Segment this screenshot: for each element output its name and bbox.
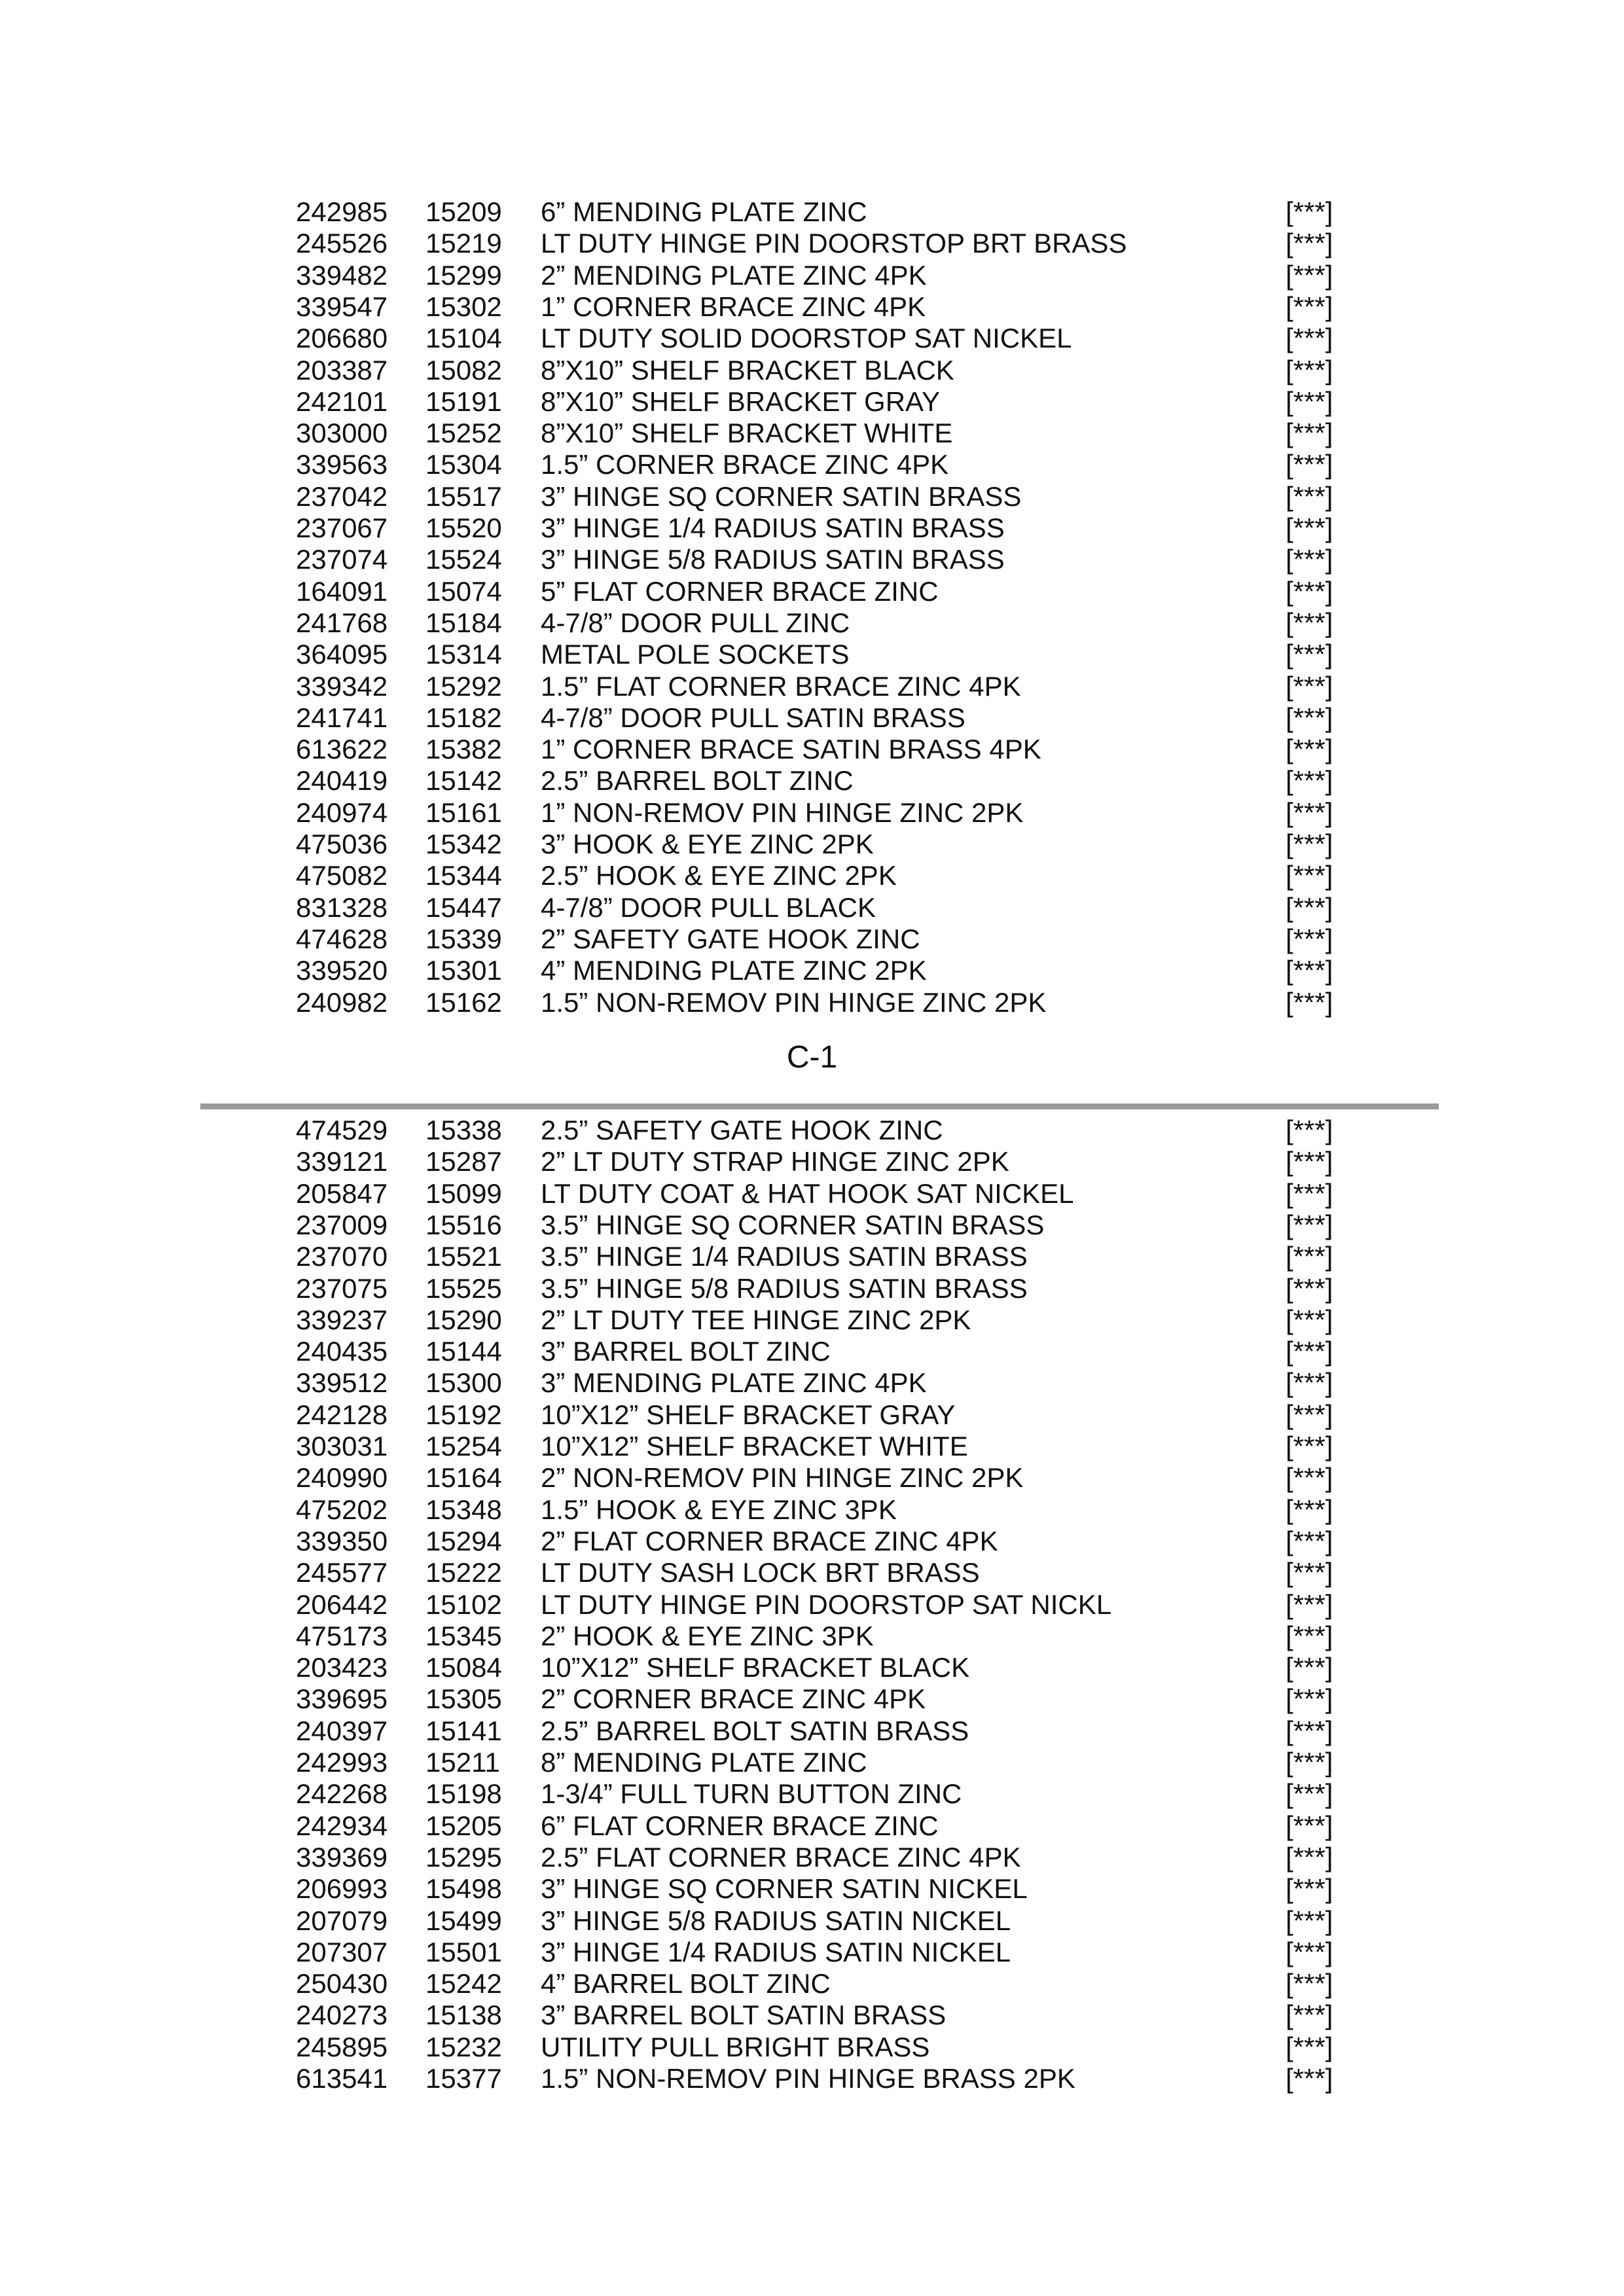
item-number: 240273 <box>296 2000 388 2031</box>
item-description: 2” NON-REMOV PIN HINGE ZINC 2PK <box>541 1462 1024 1494</box>
item-description: 10”X12” SHELF BRACKET BLACK <box>541 1652 970 1683</box>
item-description: 6” MENDING PLATE ZINC <box>541 196 867 227</box>
price-redacted: [***] <box>1286 2063 1333 2094</box>
item-number: 303031 <box>296 1431 388 1462</box>
price-redacted: [***] <box>1286 1367 1333 1399</box>
table-row <box>0 1526 1624 1557</box>
price-redacted: [***] <box>1286 891 1333 923</box>
item-description: LT DUTY HINGE PIN DOORSTOP BRT BRASS <box>541 228 1127 259</box>
table-row <box>0 924 1624 955</box>
table-row <box>0 1683 1624 1715</box>
item-description: 4” MENDING PLATE ZINC 2PK <box>541 955 927 986</box>
table-row <box>0 1778 1624 1810</box>
item-description: 1.5” HOOK & EYE ZINC 3PK <box>541 1494 897 1525</box>
item-description: 1” CORNER BRACE SATIN BRASS 4PK <box>541 734 1041 765</box>
table-row <box>0 987 1624 1018</box>
table-row <box>0 323 1624 354</box>
model-number: 15524 <box>425 544 502 575</box>
item-number: 242993 <box>296 1747 388 1778</box>
table-row <box>0 2000 1624 2031</box>
model-number: 15294 <box>425 1525 502 1556</box>
item-description: 3” HINGE 1/4 RADIUS SATIN NICKEL <box>541 1936 1011 1967</box>
table-row <box>0 1589 1624 1621</box>
table-row <box>0 1621 1624 1652</box>
item-number: 339237 <box>296 1304 388 1335</box>
table-row <box>0 196 1624 228</box>
item-number: 475173 <box>296 1620 388 1651</box>
table-row <box>0 544 1624 575</box>
model-number: 15292 <box>425 670 502 702</box>
item-number: 203423 <box>296 1652 388 1683</box>
price-redacted: [***] <box>1286 1462 1333 1494</box>
table-row <box>0 418 1624 449</box>
model-number: 15102 <box>425 1588 502 1620</box>
page-label: C-1 <box>786 1040 838 1075</box>
item-description: 2.5” BARREL BOLT SATIN BRASS <box>541 1715 969 1746</box>
price-redacted: [***] <box>1286 1272 1333 1304</box>
item-number: 339512 <box>296 1367 388 1399</box>
model-number: 15520 <box>425 512 502 543</box>
item-description: 1.5” NON-REMOV PIN HINGE BRASS 2PK <box>541 2063 1075 2094</box>
item-description: 10”X12” SHELF BRACKET WHITE <box>541 1431 968 1462</box>
table-row <box>0 892 1624 924</box>
table-row <box>0 1367 1624 1399</box>
model-number: 15161 <box>425 797 502 828</box>
item-number: 613541 <box>296 2063 388 2094</box>
item-description: 3” HINGE 1/4 RADIUS SATIN BRASS <box>541 512 1005 543</box>
item-number: 364095 <box>296 639 388 670</box>
model-number: 15222 <box>425 1557 502 1588</box>
item-number: 240982 <box>296 986 388 1018</box>
table-row <box>0 1399 1624 1431</box>
table-row <box>0 797 1624 829</box>
model-number: 15074 <box>425 575 502 607</box>
price-redacted: [***] <box>1286 291 1333 322</box>
model-number: 15499 <box>425 1905 502 1936</box>
model-number: 15138 <box>425 2000 502 2031</box>
item-description: 10”X12” SHELF BRACKET GRAY <box>541 1399 956 1430</box>
item-number: 237067 <box>296 512 388 543</box>
item-description: 3” HINGE 5/8 RADIUS SATIN BRASS <box>541 544 1005 575</box>
price-redacted: [***] <box>1286 1841 1333 1873</box>
item-number: 206993 <box>296 1873 388 1905</box>
item-description: 2.5” BARREL BOLT ZINC <box>541 765 854 797</box>
table-row <box>0 1810 1624 1842</box>
item-number: 164091 <box>296 575 388 607</box>
item-number: 339121 <box>296 1146 388 1177</box>
price-redacted: [***] <box>1286 1525 1333 1556</box>
model-number: 15144 <box>425 1336 502 1367</box>
model-number: 15498 <box>425 1873 502 1905</box>
item-number: 245577 <box>296 1557 388 1588</box>
table-row <box>0 1178 1624 1210</box>
item-number: 242985 <box>296 196 388 227</box>
model-number: 15301 <box>425 955 502 986</box>
model-number: 15141 <box>425 1715 502 1746</box>
model-number: 15516 <box>425 1209 502 1240</box>
item-description: 6” FLAT CORNER BRACE ZINC <box>541 1810 939 1841</box>
model-number: 15299 <box>425 259 502 291</box>
price-redacted: [***] <box>1286 607 1333 638</box>
table-row <box>0 955 1624 986</box>
item-description: 2” FLAT CORNER BRACE ZINC 4PK <box>541 1525 998 1556</box>
price-redacted: [***] <box>1286 354 1333 386</box>
model-number: 15192 <box>425 1399 502 1430</box>
price-redacted: [***] <box>1286 1905 1333 1936</box>
model-number: 15205 <box>425 1810 502 1841</box>
price-redacted: [***] <box>1286 860 1333 891</box>
model-number: 15254 <box>425 1431 502 1462</box>
model-number: 15517 <box>425 480 502 512</box>
table-row <box>0 2063 1624 2094</box>
item-description: METAL POLE SOCKETS <box>541 639 850 670</box>
item-description: 3” MENDING PLATE ZINC 4PK <box>541 1367 927 1399</box>
price-redacted: [***] <box>1286 544 1333 575</box>
price-redacted: [***] <box>1286 1336 1333 1367</box>
item-description: LT DUTY SASH LOCK BRT BRASS <box>541 1557 980 1588</box>
table-row <box>0 1273 1624 1304</box>
model-number: 15295 <box>425 1841 502 1873</box>
item-number: 240974 <box>296 797 388 828</box>
table-row <box>0 702 1624 734</box>
item-number: 242268 <box>296 1778 388 1810</box>
price-redacted: [***] <box>1286 1683 1333 1715</box>
item-number: 831328 <box>296 891 388 923</box>
item-number: 240397 <box>296 1715 388 1746</box>
item-number: 303000 <box>296 418 388 449</box>
item-number: 237075 <box>296 1272 388 1304</box>
table-row <box>0 1715 1624 1747</box>
price-redacted: [***] <box>1286 1715 1333 1746</box>
model-number: 15338 <box>425 1115 502 1145</box>
price-redacted: [***] <box>1286 1778 1333 1810</box>
table-row <box>0 1494 1624 1526</box>
item-description: 4” BARREL BOLT ZINC <box>541 1968 831 2000</box>
item-number: 475082 <box>296 860 388 891</box>
table-row <box>0 1968 1624 2000</box>
price-redacted: [***] <box>1286 1557 1333 1588</box>
model-number: 15304 <box>425 449 502 480</box>
price-redacted: [***] <box>1286 1177 1333 1209</box>
table-row <box>0 386 1624 418</box>
table-row <box>0 1146 1624 1177</box>
price-redacted: [***] <box>1286 670 1333 702</box>
item-number: 237042 <box>296 480 388 512</box>
model-number: 15232 <box>425 2031 502 2062</box>
model-number: 15525 <box>425 1272 502 1304</box>
table-row <box>0 765 1624 797</box>
item-description: 1” CORNER BRACE ZINC 4PK <box>541 291 926 322</box>
table-row <box>0 1652 1624 1683</box>
item-description: 2” SAFETY GATE HOOK ZINC <box>541 923 920 954</box>
model-number: 15501 <box>425 1936 502 1967</box>
table-row <box>0 512 1624 544</box>
item-number: 237074 <box>296 544 388 575</box>
table-row <box>0 607 1624 639</box>
price-redacted: [***] <box>1286 323 1333 354</box>
table-row <box>0 1304 1624 1336</box>
item-number: 207307 <box>296 1936 388 1967</box>
item-number: 242934 <box>296 1810 388 1841</box>
price-redacted: [***] <box>1286 639 1333 670</box>
model-number: 15084 <box>425 1652 502 1683</box>
price-redacted: [***] <box>1286 228 1333 259</box>
table-row <box>0 2032 1624 2063</box>
price-redacted: [***] <box>1286 512 1333 543</box>
item-description: 5” FLAT CORNER BRACE ZINC <box>541 575 939 607</box>
item-number: 241741 <box>296 702 388 733</box>
price-redacted: [***] <box>1286 1747 1333 1778</box>
item-description: 2” LT DUTY STRAP HINGE ZINC 2PK <box>541 1146 1009 1177</box>
item-description: 1.5” NON-REMOV PIN HINGE ZINC 2PK <box>541 986 1047 1018</box>
item-description: 4-7/8” DOOR PULL BLACK <box>541 891 876 923</box>
table-row <box>0 1905 1624 1937</box>
item-number: 339350 <box>296 1525 388 1556</box>
model-number: 15377 <box>425 2063 502 2094</box>
item-number: 339547 <box>296 291 388 322</box>
item-number: 474628 <box>296 923 388 954</box>
item-description: 3” HINGE SQ CORNER SATIN BRASS <box>541 480 1022 512</box>
price-redacted: [***] <box>1286 1936 1333 1967</box>
item-number: 237009 <box>296 1209 388 1240</box>
item-number: 613622 <box>296 734 388 765</box>
table-row <box>0 576 1624 607</box>
table-row <box>0 1336 1624 1367</box>
table-row <box>0 291 1624 323</box>
item-description: 8”X10” SHELF BRACKET WHITE <box>541 418 953 449</box>
table-row <box>0 1115 1624 1146</box>
table-row <box>0 639 1624 670</box>
item-number: 474529 <box>296 1115 388 1145</box>
item-description: 2.5” FLAT CORNER BRACE ZINC 4PK <box>541 1841 1021 1873</box>
item-description: 4-7/8” DOOR PULL ZINC <box>541 607 850 638</box>
item-description: 1-3/4” FULL TURN BUTTON ZINC <box>541 1778 962 1810</box>
price-redacted: [***] <box>1286 1115 1333 1145</box>
table-row <box>0 734 1624 765</box>
model-number: 15099 <box>425 1177 502 1209</box>
item-description: 4-7/8” DOOR PULL SATIN BRASS <box>541 702 965 733</box>
model-number: 15314 <box>425 639 502 670</box>
model-number: 15219 <box>425 228 502 259</box>
item-description: 1.5” CORNER BRACE ZINC 4PK <box>541 449 949 480</box>
model-number: 15344 <box>425 860 502 891</box>
item-number: 339563 <box>296 449 388 480</box>
model-number: 15345 <box>425 1620 502 1651</box>
item-number: 240419 <box>296 765 388 797</box>
price-redacted: [***] <box>1286 418 1333 449</box>
item-number: 339342 <box>296 670 388 702</box>
model-number: 15209 <box>425 196 502 227</box>
table-row <box>0 1241 1624 1272</box>
item-description: 3” HINGE 5/8 RADIUS SATIN NICKEL <box>541 1905 1011 1936</box>
item-number: 242128 <box>296 1399 388 1430</box>
model-number: 15082 <box>425 354 502 386</box>
price-redacted: [***] <box>1286 1431 1333 1462</box>
model-number: 15142 <box>425 765 502 797</box>
item-description: 2.5” HOOK & EYE ZINC 2PK <box>541 860 897 891</box>
item-description: 2” LT DUTY TEE HINGE ZINC 2PK <box>541 1304 971 1335</box>
table-row <box>0 860 1624 891</box>
item-description: 8”X10” SHELF BRACKET BLACK <box>541 354 954 386</box>
price-redacted: [***] <box>1286 765 1333 797</box>
item-number: 241768 <box>296 607 388 638</box>
item-description: 3” BARREL BOLT ZINC <box>541 1336 831 1367</box>
model-number: 15182 <box>425 702 502 733</box>
model-number: 15302 <box>425 291 502 322</box>
model-number: 15191 <box>425 386 502 417</box>
model-number: 15382 <box>425 734 502 765</box>
price-redacted: [***] <box>1286 1810 1333 1841</box>
item-number: 339369 <box>296 1841 388 1873</box>
item-description: LT DUTY SOLID DOORSTOP SAT NICKEL <box>541 323 1072 354</box>
model-number: 15521 <box>425 1241 502 1272</box>
item-number: 245526 <box>296 228 388 259</box>
model-number: 15339 <box>425 923 502 954</box>
price-redacted: [***] <box>1286 829 1333 859</box>
model-number: 15287 <box>425 1146 502 1177</box>
table-row <box>0 1431 1624 1462</box>
item-description: 8” MENDING PLATE ZINC <box>541 1747 867 1778</box>
model-number: 15300 <box>425 1367 502 1399</box>
price-redacted: [***] <box>1286 386 1333 417</box>
price-redacted: [***] <box>1286 797 1333 828</box>
item-description: 1.5” FLAT CORNER BRACE ZINC 4PK <box>541 670 1021 702</box>
model-number: 15305 <box>425 1683 502 1715</box>
item-number: 240990 <box>296 1462 388 1494</box>
price-redacted: [***] <box>1286 196 1333 227</box>
price-redacted: [***] <box>1286 1209 1333 1240</box>
item-description: 3” HINGE SQ CORNER SATIN NICKEL <box>541 1873 1028 1905</box>
item-number: 339482 <box>296 259 388 291</box>
page-divider <box>200 1103 1439 1109</box>
item-description: 3” HOOK & EYE ZINC 2PK <box>541 829 874 859</box>
price-redacted: [***] <box>1286 1620 1333 1651</box>
price-redacted: [***] <box>1286 1494 1333 1525</box>
price-redacted: [***] <box>1286 1304 1333 1335</box>
table-row <box>0 671 1624 702</box>
table-row <box>0 1842 1624 1873</box>
table-row <box>0 1873 1624 1905</box>
price-redacted: [***] <box>1286 575 1333 607</box>
price-redacted: [***] <box>1286 1652 1333 1683</box>
table-row <box>0 1747 1624 1778</box>
item-description: 2” CORNER BRACE ZINC 4PK <box>541 1683 926 1715</box>
table-row <box>0 228 1624 259</box>
table-row <box>0 449 1624 480</box>
model-number: 15348 <box>425 1494 502 1525</box>
item-description: 2.5” SAFETY GATE HOOK ZINC <box>541 1115 943 1145</box>
price-redacted: [***] <box>1286 1241 1333 1272</box>
model-number: 15104 <box>425 323 502 354</box>
item-number: 339695 <box>296 1683 388 1715</box>
item-description: 2” MENDING PLATE ZINC 4PK <box>541 259 927 291</box>
item-description: LT DUTY COAT & HAT HOOK SAT NICKEL <box>541 1177 1074 1209</box>
item-number: 206680 <box>296 323 388 354</box>
price-redacted: [***] <box>1286 1968 1333 2000</box>
price-redacted: [***] <box>1286 449 1333 480</box>
item-number: 207079 <box>296 1905 388 1936</box>
price-redacted: [***] <box>1286 480 1333 512</box>
price-redacted: [***] <box>1286 702 1333 733</box>
item-number: 237070 <box>296 1241 388 1272</box>
item-description: 8”X10” SHELF BRACKET GRAY <box>541 386 940 417</box>
model-number: 15447 <box>425 891 502 923</box>
price-redacted: [***] <box>1286 1588 1333 1620</box>
price-redacted: [***] <box>1286 955 1333 986</box>
price-redacted: [***] <box>1286 1873 1333 1905</box>
item-description: UTILITY PULL BRIGHT BRASS <box>541 2031 930 2062</box>
price-redacted: [***] <box>1286 734 1333 765</box>
model-number: 15252 <box>425 418 502 449</box>
price-redacted: [***] <box>1286 986 1333 1018</box>
table-row <box>0 355 1624 386</box>
price-redacted: [***] <box>1286 1399 1333 1430</box>
model-number: 15184 <box>425 607 502 638</box>
item-description: 3” BARREL BOLT SATIN BRASS <box>541 2000 947 2031</box>
price-redacted: [***] <box>1286 259 1333 291</box>
item-number: 250430 <box>296 1968 388 2000</box>
model-number: 15242 <box>425 1968 502 2000</box>
table-row <box>0 1557 1624 1588</box>
price-redacted: [***] <box>1286 1146 1333 1177</box>
item-description: 3.5” HINGE 5/8 RADIUS SATIN BRASS <box>541 1272 1028 1304</box>
item-number: 242101 <box>296 386 388 417</box>
price-redacted: [***] <box>1286 2000 1333 2031</box>
model-number: 15162 <box>425 986 502 1018</box>
table-row <box>0 260 1624 291</box>
item-number: 203387 <box>296 354 388 386</box>
table-row <box>0 1937 1624 1968</box>
item-description: LT DUTY HINGE PIN DOORSTOP SAT NICKL <box>541 1588 1112 1620</box>
table-row <box>0 1462 1624 1494</box>
item-number: 206442 <box>296 1588 388 1620</box>
item-number: 205847 <box>296 1177 388 1209</box>
item-description: 2” HOOK & EYE ZINC 3PK <box>541 1620 874 1651</box>
model-number: 15198 <box>425 1778 502 1810</box>
item-description: 3.5” HINGE 1/4 RADIUS SATIN BRASS <box>541 1241 1028 1272</box>
price-redacted: [***] <box>1286 923 1333 954</box>
item-description: 3.5” HINGE SQ CORNER SATIN BRASS <box>541 1209 1045 1240</box>
item-number: 475036 <box>296 829 388 859</box>
item-number: 245895 <box>296 2031 388 2062</box>
model-number: 15342 <box>425 829 502 859</box>
price-redacted: [***] <box>1286 2031 1333 2062</box>
item-description: 1” NON-REMOV PIN HINGE ZINC 2PK <box>541 797 1024 828</box>
item-number: 240435 <box>296 1336 388 1367</box>
model-number: 15290 <box>425 1304 502 1335</box>
table-row <box>0 1210 1624 1241</box>
table-row <box>0 829 1624 860</box>
item-number: 475202 <box>296 1494 388 1525</box>
item-number: 339520 <box>296 955 388 986</box>
table-row <box>0 481 1624 512</box>
model-number: 15164 <box>425 1462 502 1494</box>
model-number: 15211 <box>425 1747 500 1778</box>
